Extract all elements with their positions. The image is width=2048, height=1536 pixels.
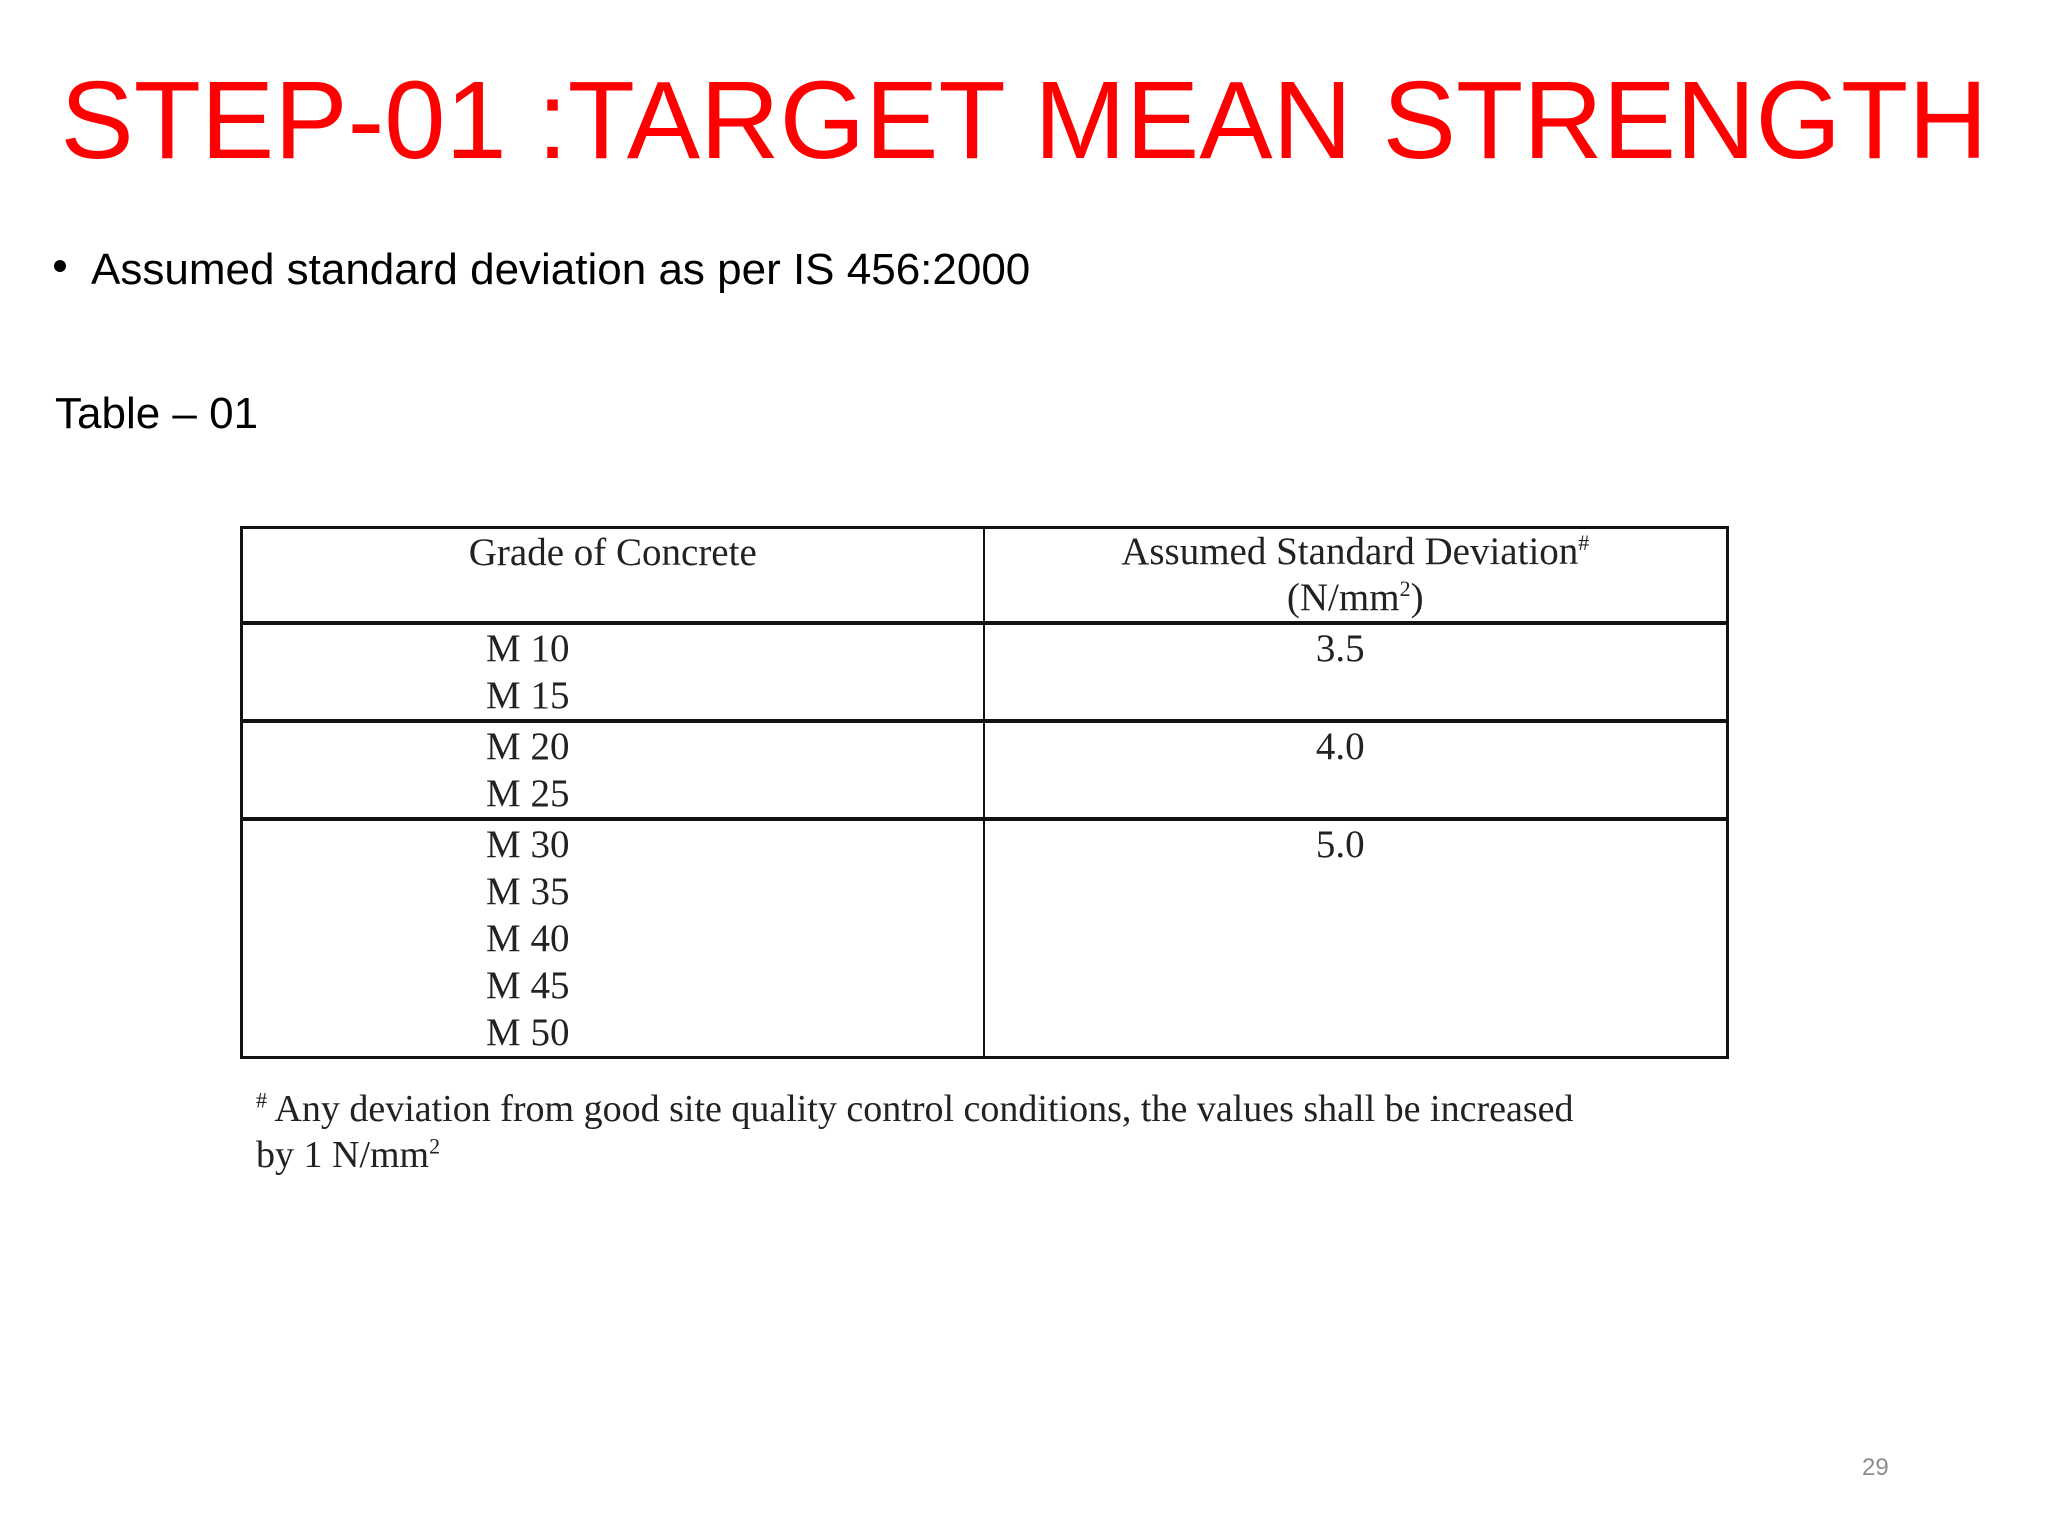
footnote-line-1: [256, 1086, 1716, 1132]
header-sd-unit-sup: 2: [1399, 576, 1411, 601]
header-grade: [242, 528, 984, 624]
header-sd-line2: [985, 575, 1727, 621]
page-number: 29: [1862, 1454, 1889, 1481]
grade-value: M 40: [486, 917, 570, 960]
header-sd-label: Assumed Standard Deviation: [1121, 530, 1579, 573]
grade-cell: [242, 819, 984, 1058]
footnote-mark: #: [256, 1087, 267, 1113]
footnote-line-2: [256, 1132, 1716, 1178]
grade-value: M 45: [486, 964, 570, 1007]
header-standard-deviation: [984, 528, 1728, 624]
table-caption: Table – 01: [55, 389, 259, 438]
footnote-unit-sup: 2: [429, 1133, 441, 1159]
header-sd-unit-suffix: ): [1410, 576, 1424, 619]
grade-cell: [242, 721, 984, 819]
grade-value: M 50: [486, 1011, 570, 1054]
bullet-icon: [54, 260, 66, 272]
grade-value: M 35: [486, 870, 570, 913]
grade-value: M 25: [486, 772, 570, 815]
standard-deviation-table: [240, 526, 1729, 1059]
table-row: [242, 721, 1728, 819]
grade-value: M 20: [486, 725, 570, 768]
bullet-item: [54, 245, 1031, 294]
header-sd-mark: #: [1578, 530, 1590, 555]
table-footnote: [256, 1086, 1716, 1178]
header-sd-line1: [985, 529, 1727, 575]
slide-title: STEP-01 :TARGET MEAN STRENGTH: [60, 59, 1988, 182]
grade-value: M 15: [486, 674, 570, 717]
bullet-text: Assumed standard deviation as per IS 456:2000: [91, 245, 1031, 294]
table-row: [242, 819, 1728, 1058]
sd-value: 3.5: [1315, 627, 1365, 670]
table-row: [242, 623, 1728, 721]
sd-value: 5.0: [1315, 823, 1365, 866]
footnote-text: Any deviation from good site quality control conditions, the values shall be increased: [267, 1088, 1574, 1130]
table-header-row: [242, 528, 1728, 624]
grade-cell: [242, 623, 984, 721]
grade-value: M 10: [486, 627, 570, 670]
header-sd-unit-prefix: (N/mm: [1286, 576, 1400, 619]
footnote-unit-prefix: by 1 N/mm: [256, 1134, 430, 1176]
grade-value: M 30: [486, 823, 570, 866]
sd-value: 4.0: [1315, 725, 1365, 768]
header-grade-label: Grade of Concrete: [468, 531, 757, 574]
